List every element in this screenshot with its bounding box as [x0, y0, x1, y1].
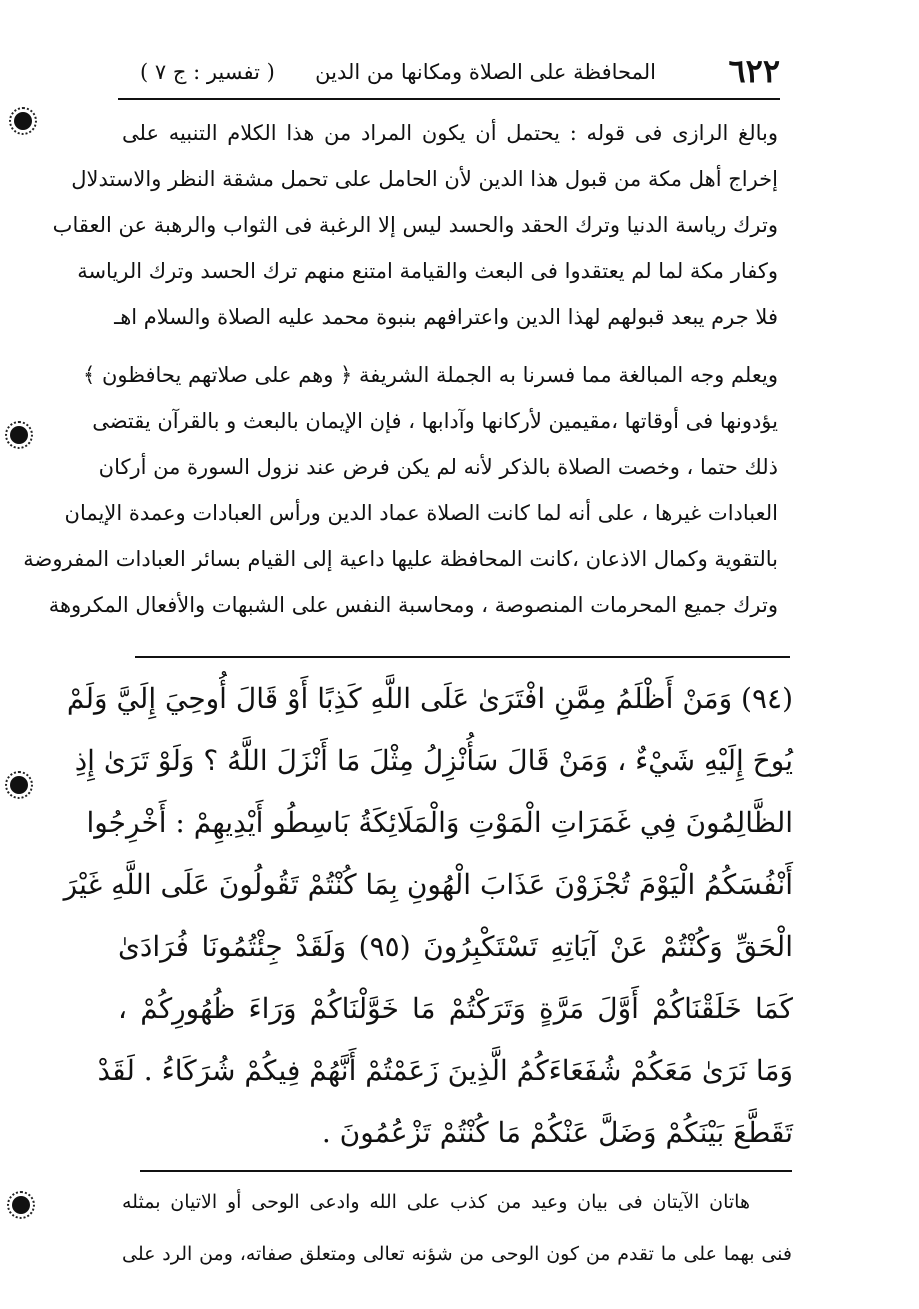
page-header: [118, 52, 780, 100]
verse-line: الْحَقِّ وَكُنْتُمْ عَنْ آيَاتِهِ تَسْتَكْبِرُونَ (٩٥) وَلَقَدْ جِئْتُمُونَا فُرَادَىٰ: [118, 930, 793, 963]
text-line: ذلك حتما ، وخصت الصلاة بالذكر لأنه لم يكن فرض عند نزول السورة من أركان: [98, 455, 778, 479]
text-line: وترك جميع المحرمات المنصوصة ، ومحاسبة النفس على الشبهات والأفعال المكروهة: [48, 593, 778, 617]
text-line: فلا جرم يبعد قبولهم لهذا الدين واعترافهم بنبوة محمد عليه الصلاة والسلام اهـ: [114, 305, 778, 329]
verse-line: أَنْفُسَكُمُ الْيَوْمَ تُجْزَوْنَ عَذَابَ الْهُونِ بِمَا كُنْتُمْ تَقُولُونَ عَلَى اللَّهِ غَيْرَ: [63, 868, 793, 901]
binding-hole-mark: [10, 776, 28, 794]
text-line: وكفار مكة لما لم يعتقدوا فى البعث والقيامة امتنع منهم ترك الحسد وترك الرياسة: [77, 259, 778, 283]
volume-reference: ( تفسير : ج ٧ ): [140, 60, 275, 84]
text-line: وبالغ الرازى فى قوله : يحتمل أن يكون المراد من هذا الكلام التنبيه على: [122, 121, 778, 145]
text-line: وترك رياسة الدنيا وترك الحقد والحسد ليس إلا الرغبة فى الثواب والرهبة عن العقاب: [52, 213, 778, 237]
verse-line: (٩٤) وَمَنْ أَظْلَمُ مِمَّنِ افْتَرَىٰ عَلَى اللَّهِ كَذِبًا أَوْ قَالَ أُوحِيَ إِلَيَّ وَلَمْ: [66, 682, 793, 715]
binding-hole-mark: [12, 1196, 30, 1214]
verse-line: الظَّالِمُونَ فِي غَمَرَاتِ الْمَوْتِ وَالْمَلَائِكَةُ بَاسِطُو أَيْدِيهِمْ : أَخْرِجُوا: [86, 806, 793, 839]
paragraph-gap: [122, 340, 778, 352]
text-line: إخراج أهل مكة من قبول هذا الدين لأن الحامل على تحمل مشقة النظر والاستدلال: [71, 167, 778, 191]
verse-line: كَمَا خَلَقْنَاكُمْ أَوَّلَ مَرَّةٍ وَتَرَكْتُمْ مَا خَوَّلْنَاكُمْ وَرَاءَ ظُهُورِكُمْ ،: [118, 992, 793, 1025]
binding-hole-mark: [10, 426, 28, 444]
verse-line: تَقَطَّعَ بَيْنَكُمْ وَضَلَّ عَنْكُمْ مَا كُنْتُمْ تَزْعُمُونَ .: [321, 1116, 793, 1149]
verse-line: وَمَا نَرَىٰ مَعَكُمْ شُفَعَاءَكُمُ الَّذِينَ زَعَمْتُمْ أَنَّهُمْ فِيكُمْ شُرَكَاءُ . لَقَدْ: [97, 1054, 793, 1087]
section-divider: [135, 656, 790, 658]
running-title: المحافظة على الصلاة ومكانها من الدين: [315, 60, 656, 84]
verse-line: يُوحَ إِلَيْهِ شَيْءٌ ، وَمَنْ قَالَ سَأُنْزِلُ مِثْلَ مَا أَنْزَلَ اللَّهُ ؟ وَلَوْ تَرَىٰ إِذِ: [74, 744, 793, 777]
text-line: ويعلم وجه المبالغة مما فسرنا به الجملة الشريفة ﴿ وهم على صلاتهم يحافظون ﴾: [83, 363, 778, 387]
footnote-line: هاتان الآيتان فى بيان وعيد من كذب على الله وادعى الوحى أو الاتيان بمثله: [122, 1191, 750, 1213]
text-line: يؤدونها فى أوقاتها ،مقيمين لأركانها وآدابها ، فإن الإيمان بالبعث و بالقرآن يقتضى: [92, 409, 778, 433]
text-line: العبادات غيرها ، على أنه لما كانت الصلاة عماد الدين ورأس العبادات وعمدة الإيمان: [64, 501, 778, 525]
page-number: ٦٢٢: [728, 52, 780, 90]
binding-hole-mark: [14, 112, 32, 130]
footnote-divider: [140, 1170, 792, 1172]
text-line: بالتقوية وكمال الاذعان ،كانت المحافظة عليها داعية إلى القيام بسائر العبادات المفروضة: [23, 547, 778, 571]
commentary-text: [23, 110, 778, 628]
footnote-line: فنى بهما على ما تقدم من كون الوحى من شؤنه تعالى ومتعلق صفاته، ومن الرد على: [122, 1243, 792, 1265]
quran-verses: [63, 668, 793, 1164]
footnote-text: [122, 1176, 792, 1280]
